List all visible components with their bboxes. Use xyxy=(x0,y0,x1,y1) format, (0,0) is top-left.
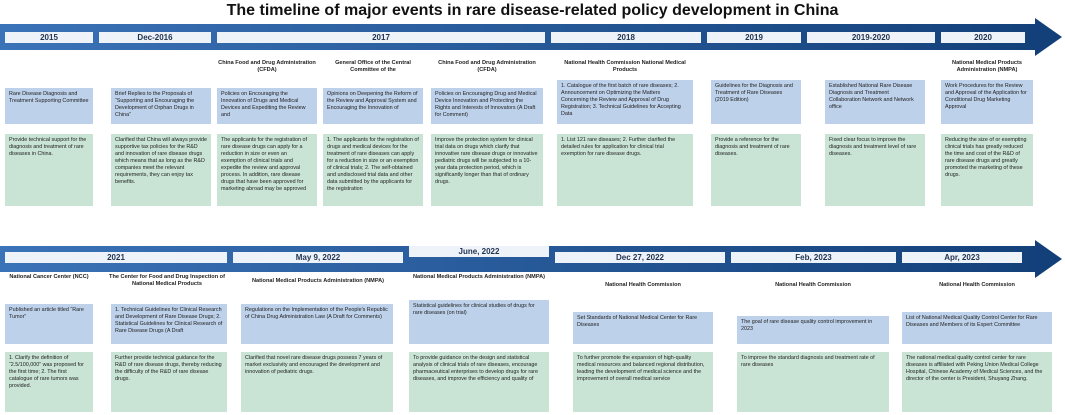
policy-box: Policies on Encouraging Drug and Medical Device Innovation and Protecting the Rights and Interests of Innovators (A Draft for Comment) xyxy=(431,88,543,124)
date-label: May 9, 2022 xyxy=(233,252,403,263)
agency-label: China Food and Drug Administration (CFDA) xyxy=(218,60,316,73)
agency-label: National Health Commission National Medical Products xyxy=(564,60,686,73)
agency-label: National Medical Products Administration (NMPA) xyxy=(412,274,546,280)
policy-box: Established National Rare Disease Diagnosis and Treatment Collaboration Network and Network office xyxy=(825,80,925,124)
date-label: Dec-2016 xyxy=(99,32,211,43)
agency-label: National Cancer Center (NCC) xyxy=(9,274,89,280)
effect-box: Clarified that novel rare disease drugs possess 7 years of market exclusivity and encouraged the development and innovation of pediatric drugs. xyxy=(241,352,393,412)
date-label: 2015 xyxy=(5,32,93,43)
diagram-title: The timeline of major events in rare disease-related policy development in China xyxy=(226,2,839,19)
effect-box: To improve the standard diagnosis and treatment rate of rare diseases xyxy=(737,352,889,412)
policy-box: Opinions on Deepening the Reform of the Review and Approval System and Encouraging the Innovation of xyxy=(323,88,423,124)
effect-box: To further promote the expansion of high-quality medical resources and balanced regional distribution, leading the development of medical science and the improvement of overall medical service xyxy=(573,352,713,412)
policy-box: Set Standards of National Medical Center for Rare Diseases xyxy=(573,312,713,344)
effect-box: Provide a reference for the diagnosis and treatment of rare diseases. xyxy=(711,134,801,206)
effect-box: The national medical quality control center for rare diseases is affiliated with Peking Union Medical College Hospital, Chinese Academy of Medical Sciences, and the director of the center is President, Shuyang Zhang. xyxy=(902,352,1052,412)
effect-box: Further provide technical guidance for the R&D of rare disease drugs, thereby reducing the difficulty of the R&D of rare disease drugs. xyxy=(111,352,227,412)
effect-box: To provide guidance on the design and statistical analysis of clinical trials of rare diseases, encourage pharmaceutical enterprises to develop drugs for rare diseases, and improve the efficiency and quality of xyxy=(409,352,549,412)
date-label: 2019-2020 xyxy=(807,32,935,43)
policy-box: The goal of rare disease quality control improvement in 2023 xyxy=(737,316,889,344)
policy-box: Regulations on the Implementation of the People's Republic of China Drug Administration Law (A Draft for Comments) xyxy=(241,304,393,344)
policy-box: 1. Technical Guidelines for Clinical Research and Development of Rare Disease Drugs; 2. Statistical Guidelines for Clinical Research of Rare Disease Drugs (A Draft xyxy=(111,304,227,344)
date-label: Feb, 2023 xyxy=(731,252,896,263)
agency-label: The Center for Food and Drug Inspection of National Medical Products xyxy=(109,274,225,287)
policy-box: List of National Medical Quality Control Center for Rare Diseases and Members of its Expert Committee xyxy=(902,312,1052,344)
date-label: Dec 27, 2022 xyxy=(555,252,725,263)
timeline-row-2 xyxy=(0,240,1065,415)
effect-box: 1. Clarify the definition of “2.5/100,000” was proposed for the first time; 2. The first catalogue of rare tumors was provided. xyxy=(5,352,93,412)
effect-box: Improve the protection system for clinical trial data on drugs which clarify that innovative rare disease drugs or innovative pediatric drugs will be subjected to a 10-year data protection period, which is significantly longer than that of ordinary drugs. xyxy=(431,134,543,206)
date-label: 2017 xyxy=(217,32,545,43)
policy-box: Brief Replies to the Proposals of “Supporting and Encouraging the Development of Orphan Drugs in China” xyxy=(111,88,211,124)
agency-label: National Health Commission xyxy=(775,282,851,288)
effect-box: 1. List 121 rare diseases; 2. Further clarified the detailed rules for application for clinical trial exemption for rare disease drugs. xyxy=(557,134,693,206)
policy-box: Work Procedures for the Review and Approval of the Application for Conditional Drug Marketing Approval xyxy=(941,80,1033,124)
agency-label: National Medical Products Administration (NMPA) xyxy=(952,60,1022,73)
effect-box: Provide technical support for the diagnosis and treatment of rare diseases in China. xyxy=(5,134,93,206)
date-label: 2021 xyxy=(5,252,227,263)
date-label: Apr, 2023 xyxy=(902,252,1022,263)
policy-box: Statistical guidelines for clinical studies of drugs for rare diseases (on trial) xyxy=(409,300,549,344)
agency-label: National Health Commission xyxy=(939,282,1015,288)
date-label: 2020 xyxy=(941,32,1025,43)
agency-label: General Office of the Central Committee of the xyxy=(335,60,411,73)
policy-box: 1. Catalogue of the first batch of rare diseases; 2. Announcement on Optimizing the Matters Concerning the Review and Approval of Drug Registration; 3. Technical Guidelines for Accepting Data xyxy=(557,80,693,124)
agency-label: China Food and Drug Administration (CFDA) xyxy=(438,60,536,73)
policy-box: Guidelines for the Diagnosis and Treatment of Rare Diseases (2019 Edition) xyxy=(711,80,801,124)
effect-box: Reducing the size of or exempting clinical trials has greatly reduced the time and cost of the R&D of rare disease drugs and greatly promoted the marketing of these drugs. xyxy=(941,134,1033,206)
timeline-row-1 xyxy=(0,18,1065,208)
policy-box: Published an article titled “Rare Tumor” xyxy=(5,304,93,344)
effect-box: 1. The applicants for the registration of drugs and medical devices for the treatment of rare diseases can apply for a reduction in size or an exemption of clinical trials; 2. The self-obtained and undisclosed trial data and other data submitted by the applicants for the registration xyxy=(323,134,423,206)
policy-box: Policies on Encouraging the Innovation of Drugs and Medical Devices and Expediting the Review and xyxy=(217,88,317,124)
effect-box: Fixed clear focus to improve the diagnosis and treatment level of rare diseases. xyxy=(825,134,925,206)
effect-box: Clarified that China will always provide supportive tax policies for the R&D and innovation of rare disease drugs which means that as long as the R&D companies meet the relevant requirements, they can enjoy tax benefits. xyxy=(111,134,211,206)
agency-label: National Medical Products Administration (NMPA) xyxy=(251,278,385,284)
date-label: June, 2022 xyxy=(409,246,549,257)
agency-label: National Health Commission xyxy=(605,282,681,288)
date-label: 2018 xyxy=(551,32,701,43)
effect-box: The applicants for the registration of rare disease drugs can apply for a reduction in size or even an exemption of clinical trials and expedite the review and approval process. In addition, rare disease drugs that have been approved for marketing abroad may be approved xyxy=(217,134,317,206)
date-label: 2019 xyxy=(707,32,801,43)
policy-box: Rare Disease Diagnosis and Treatment Supporting Committee xyxy=(5,88,93,124)
